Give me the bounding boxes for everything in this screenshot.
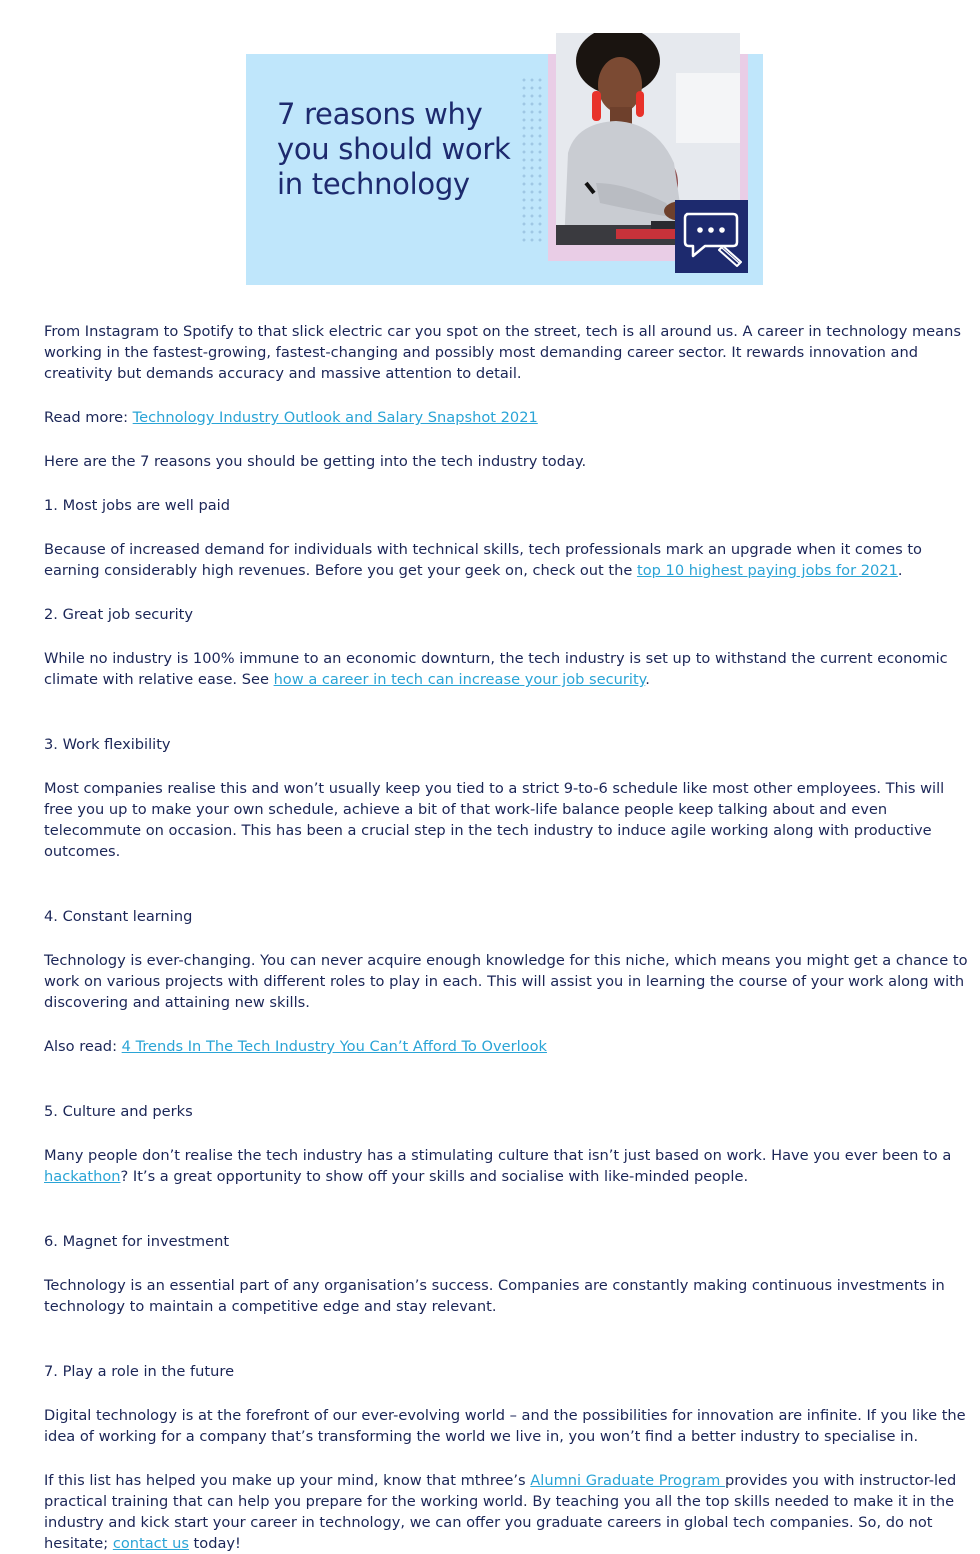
- closing-text-part: today!: [188, 1535, 241, 1552]
- reason-text: Technology is an essential part of any organisation’s success. Companies are constantly making continuous investments in technology to maintain a competitive edge and stay relevant.: [44, 1277, 945, 1315]
- hero-title-line: you should work: [277, 132, 511, 166]
- read-more-prefix: Read more:: [44, 409, 133, 426]
- closing-paragraph: [44, 1470, 974, 1554]
- hero-banner: [246, 54, 763, 285]
- reason-heading: 2. Great job security: [44, 606, 193, 623]
- lead-paragraph: Here are the 7 reasons you should be getting into the tech industry today.: [44, 453, 587, 470]
- reason-heading: 7. Play a role in the future: [44, 1363, 235, 1380]
- reason-text: Most companies realise this and won’t usually keep you tied to a strict 9-to-6 schedule like most other employees. This will free you up to make your own schedule, achieve a bit of that work-life balance people keep talking about and even telecommute on occasion. This has been a crucial step in the tech industry to induce agile working along with productive outcomes.: [44, 780, 945, 860]
- alumni-program-link[interactable]: Alumni Graduate Program: [530, 1472, 726, 1489]
- hackathon-link[interactable]: hackathon: [44, 1168, 121, 1185]
- dot-pattern: [520, 76, 546, 246]
- chat-bubble-pencil-icon: [675, 200, 748, 273]
- job-security-link[interactable]: how a career in tech can increase your job security: [273, 671, 646, 688]
- read-more-link[interactable]: Technology Industry Outlook and Salary Snapshot 2021: [132, 409, 538, 426]
- hero-title: [277, 97, 527, 202]
- reason-text-part: ? It’s a great opportunity to show off your skills and socialise with like-minded people.: [120, 1168, 749, 1185]
- hero-title-line: in technology: [277, 167, 470, 201]
- article-body: [44, 321, 974, 1554]
- reason-text: Technology is ever-changing. You can never acquire enough knowledge for this niche, which means you might get a chance to work on various projects with different roles to play in each. This will assist you in learning the course of your work along with discovering and attaining new skills.: [44, 952, 968, 1011]
- reason-text: Digital technology is at the forefront of our ever-evolving world – and the possibilities for innovation are infinite. If you like the idea of working for a company that’s transforming the world we live in, you won’t find a better industry to specialise in.: [44, 1407, 966, 1445]
- reason-text: [44, 539, 974, 581]
- read-more-line: [44, 407, 974, 428]
- closing-text-part: provides you with instructor-led practical training that can help you prepare for the working world. By teaching you all the top skills needed to make it in the industry and kick start your career in technology, we can offer you graduate careers in global tech companies. So, do not hesitate;: [44, 1472, 957, 1552]
- also-read-link[interactable]: 4 Trends In The Tech Industry You Can’t Afford To Overlook: [121, 1038, 547, 1055]
- reason-text-part: Because of increased demand for individuals with technical skills, tech professionals mark an upgrade when it comes to earning considerably high revenues. Before you get your geek on, check out the: [44, 541, 922, 579]
- also-read-prefix: Also read:: [44, 1038, 122, 1055]
- closing-text-part: If this list has helped you make up your mind, know that mthree’s: [44, 1472, 531, 1489]
- reason-text-part: .: [645, 671, 650, 688]
- reason-text-part: While no industry is 100% immune to an economic downturn, the tech industry is set up to withstand the current economic climate with relative ease. See: [44, 650, 948, 688]
- reason-heading: 4. Constant learning: [44, 908, 193, 925]
- reason-text-part: .: [897, 562, 903, 579]
- reason-heading: 3. Work flexibility: [44, 736, 171, 753]
- reason-heading: 1. Most jobs are well paid: [44, 497, 230, 514]
- reason-text: [44, 1145, 974, 1187]
- intro-paragraph: From Instagram to Spotify to that slick electric car you spot on the street, tech is all around us. A career in technology means working in the fastest-growing, fastest-changing and possibly most demanding career sector. It rewards innovation and creativity but demands accuracy and massive attention to detail.: [44, 323, 961, 382]
- reason-text-part: Many people don’t realise the tech industry has a stimulating culture that isn’t just based on work. Have you ever been to a: [44, 1147, 952, 1164]
- also-read-line: [44, 1036, 974, 1057]
- reason-heading: 5. Culture and perks: [44, 1103, 193, 1120]
- highest-paying-jobs-link[interactable]: top 10 highest paying jobs for 2021: [636, 562, 898, 579]
- contact-us-link[interactable]: contact us: [112, 1535, 189, 1552]
- reason-heading: 6. Magnet for investment: [44, 1233, 230, 1250]
- reason-text: [44, 648, 974, 690]
- hero-title-line: 7 reasons why: [277, 97, 483, 131]
